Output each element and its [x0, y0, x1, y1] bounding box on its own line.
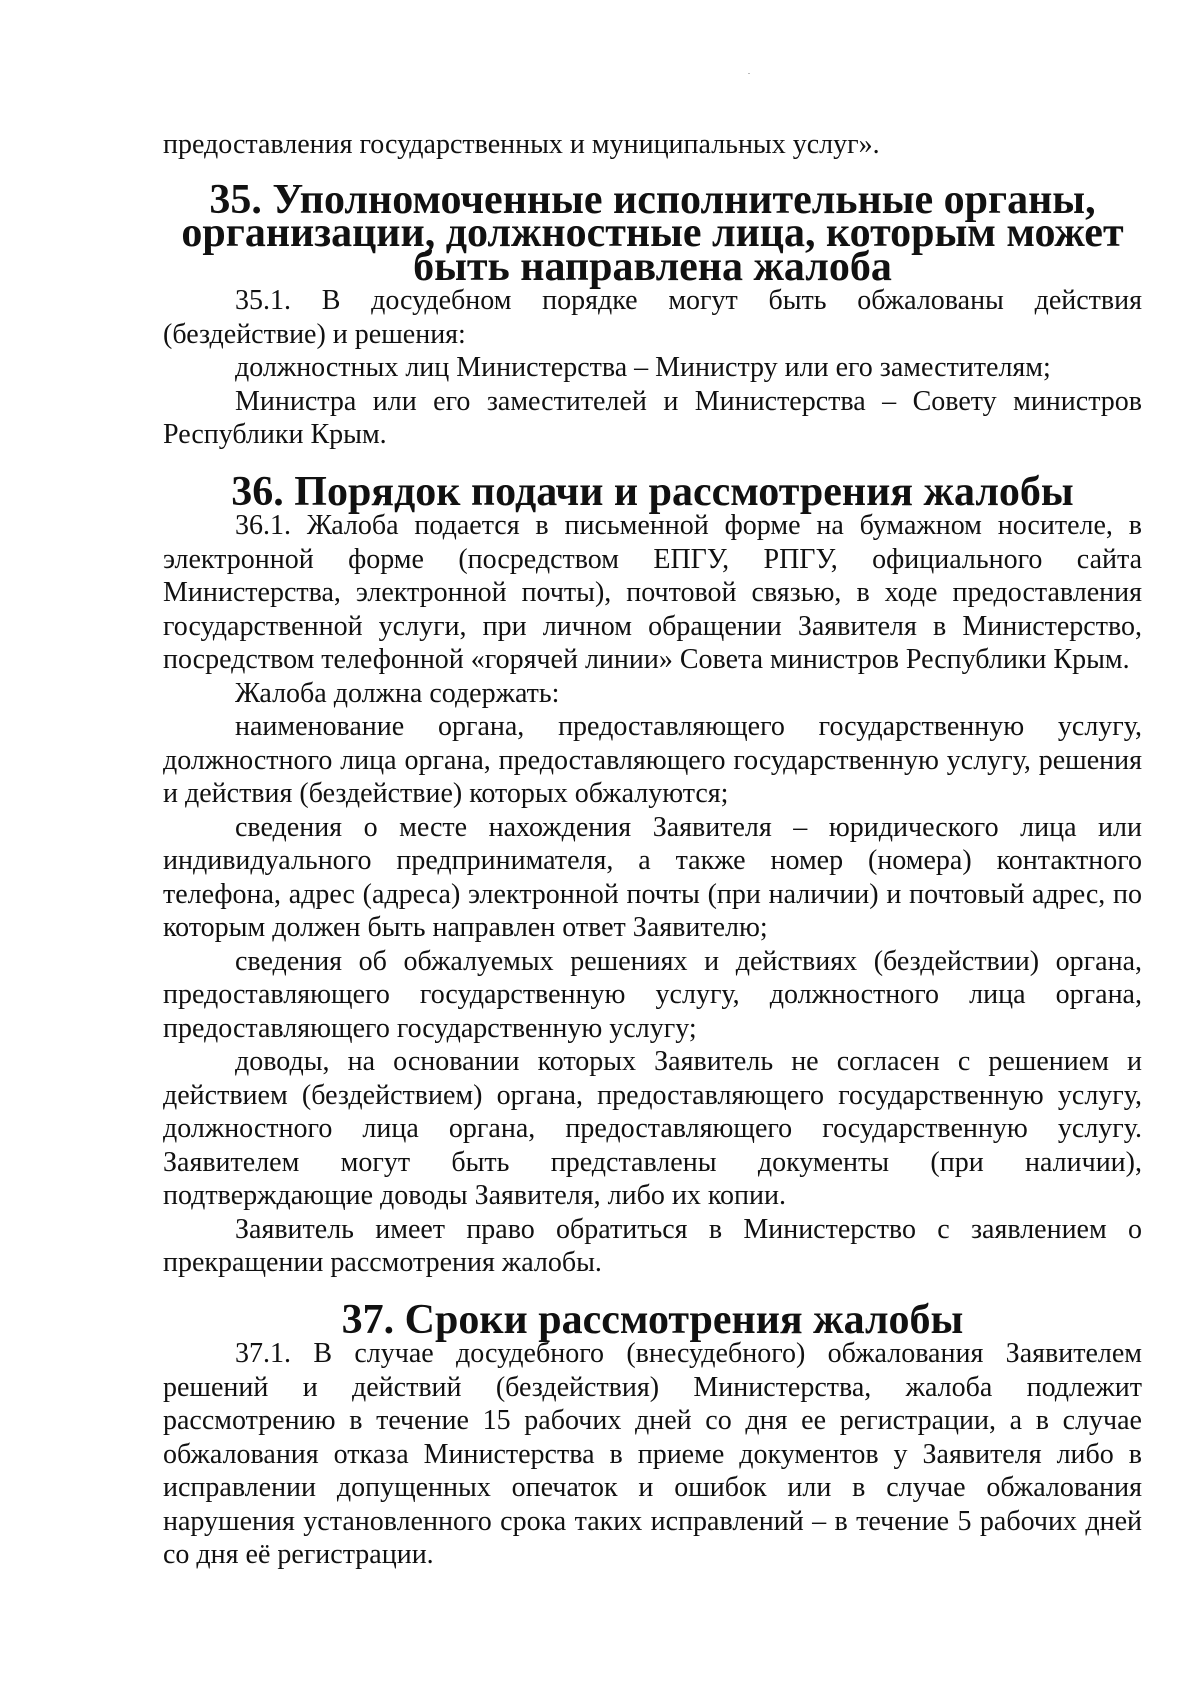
section-36-paragraph-1: 36.1. Жалоба подается в письменной форме на бумажном носителе, в электронной форме (посредством ЕПГУ, РПГУ, официального сайта Министерства, электронной почты), почтовой связью, в ходе предоставления государственной услуги, при личном обращении Заявителя в Министерство, посредством телефонной «горячей линии» Совета министров Республики Крым.	[163, 510, 1142, 675]
section-36-paragraph-4: сведения о месте нахождения Заявителя – юридического лица или индивидуального предпринимателя, а также номер (номера) контактного телефона, адрес (адреса) электронной почты (при наличии) и почтовый адрес, по которым должен быть направлен ответ Заявителю;	[163, 811, 1142, 943]
section-35-paragraph-2: должностных лиц Министерства – Министру или его заместителям;	[235, 352, 1051, 383]
section-36-heading: 36. Порядок подачи и рассмотрения жалобы	[231, 468, 1074, 515]
intro-line: предоставления государственных и муниципальных услуг».	[163, 129, 880, 160]
section-35-paragraph-1: 35.1. В досудебном порядке могут быть обжалованы действия (бездействие) и решения:	[163, 285, 1142, 350]
page-text-block	[163, 128, 1142, 1572]
section-36-paragraph-5: сведения об обжалуемых решениях и действиях (бездействии) органа, предоставляющего государственную услугу, должностного лица органа, предоставляющего государственную услугу;	[163, 945, 1142, 1044]
section-36-paragraph-2: Жалоба должна содержать:	[235, 677, 560, 709]
section-36-paragraph-6: доводы, на основании которых Заявитель не согласен с решением и действием (бездействием) органа, предоставляющего государственную услугу, должностного лица органа, предоставляющего государственную услугу. Заявителем могут быть представлены документы (при наличии), подтверждающие доводы Заявителя, либо их копии.	[163, 1046, 1142, 1211]
section-35-paragraph-3: Министра или его заместителей и Министерства – Совету министров Республики Крым.	[163, 385, 1142, 450]
section-37-heading: 37. Сроки рассмотрения жалобы	[341, 1296, 964, 1343]
section-36-paragraph-7: Заявитель имеет право обратиться в Министерство с заявлением о прекращении рассмотрения жалобы.	[163, 1213, 1142, 1278]
scan-mark	[748, 73, 750, 74]
section-36-paragraph-3: наименование органа, предоставляющего государственную услугу, должностного лица органа, предоставляющего государственную услугу, решения и действия (бездействие) которых обжалуются;	[163, 711, 1142, 809]
section-37-paragraph-1: 37.1. В случае досудебного (внесудебного) обжалования Заявителем решений и действий (бездействия) Министерства, жалоба подлежит рассмотрению в течение 15 рабочих дней со дня ее регистрации, а в случае обжалования отказа Министерства в приеме документов у Заявителя либо в исправлении допущенных опечаток и ошибок или в случае обжалования нарушения установленного срока таких исправлений – в течение 5 рабочих дней со дня её регистрации.	[163, 1338, 1142, 1570]
section-35-heading: 35. Уполномоченные исполнительные органы, организации, должностные лица, которым может быть направлена жалоба	[181, 176, 1124, 290]
